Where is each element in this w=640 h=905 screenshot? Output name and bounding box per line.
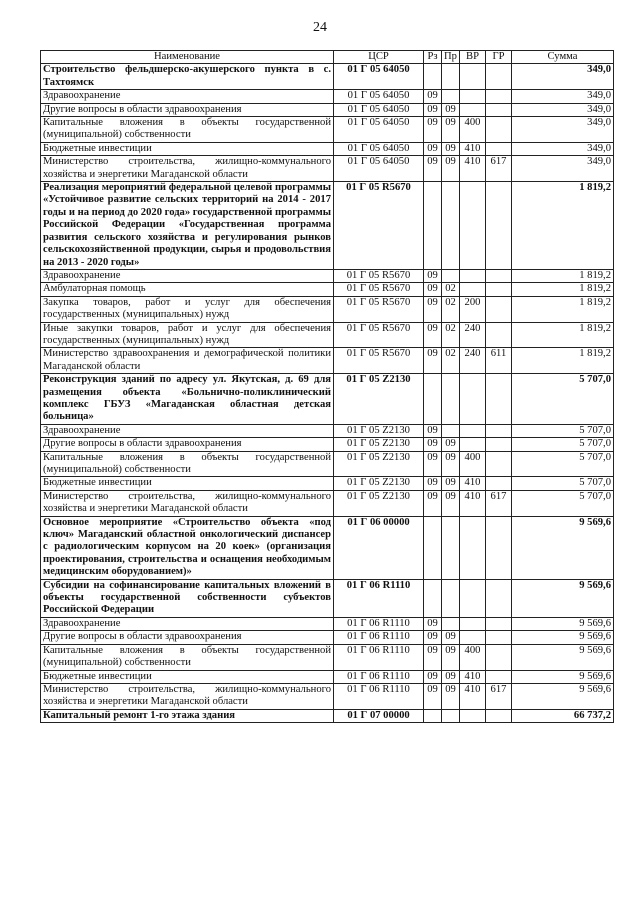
cell-gr	[486, 644, 512, 670]
cell-csr: 01 Г 06 R1110	[334, 631, 424, 644]
cell-vr: 400	[460, 451, 486, 477]
cell-vr	[460, 617, 486, 630]
cell-csr: 01 Г 07 00000	[334, 709, 424, 722]
cell-csr: 01 Г 05 64050	[334, 117, 424, 143]
cell-sum: 1 819,2	[512, 322, 614, 348]
cell-vr: 410	[460, 477, 486, 490]
cell-rz: 09	[424, 438, 442, 451]
cell-sum: 9 569,6	[512, 516, 614, 579]
cell-pr: 09	[442, 156, 460, 182]
cell-pr: 09	[442, 451, 460, 477]
cell-pr: 09	[442, 644, 460, 670]
cell-rz: 09	[424, 477, 442, 490]
cell-gr	[486, 103, 512, 116]
cell-rz: 09	[424, 117, 442, 143]
table-row	[41, 182, 614, 270]
cell-rz: 09	[424, 348, 442, 374]
cell-name: Министерство строительства, жилищно-коммунального хозяйства и энергетики Магаданской области	[41, 683, 334, 709]
cell-rz: 09	[424, 617, 442, 630]
cell-csr: 01 Г 05 R5670	[334, 269, 424, 282]
cell-rz: 09	[424, 103, 442, 116]
table-row	[41, 490, 614, 516]
cell-sum: 1 819,2	[512, 182, 614, 270]
cell-rz	[424, 64, 442, 90]
cell-rz: 09	[424, 644, 442, 670]
cell-vr	[460, 182, 486, 270]
cell-sum: 1 819,2	[512, 296, 614, 322]
cell-sum: 9 569,6	[512, 683, 614, 709]
cell-name: Здравоохранение	[41, 269, 334, 282]
table-row	[41, 296, 614, 322]
cell-csr: 01 Г 05 64050	[334, 156, 424, 182]
cell-rz: 09	[424, 269, 442, 282]
cell-sum: 1 819,2	[512, 348, 614, 374]
cell-gr	[486, 374, 512, 425]
cell-csr: 01 Г 06 R1110	[334, 683, 424, 709]
cell-pr	[442, 516, 460, 579]
cell-vr	[460, 90, 486, 103]
cell-sum: 5 707,0	[512, 424, 614, 437]
cell-sum: 5 707,0	[512, 451, 614, 477]
cell-rz: 09	[424, 322, 442, 348]
cell-csr: 01 Г 06 R1110	[334, 644, 424, 670]
header-rz: Рз	[424, 51, 442, 64]
cell-vr: 410	[460, 670, 486, 683]
cell-rz: 09	[424, 490, 442, 516]
table-row	[41, 709, 614, 722]
cell-vr	[460, 64, 486, 90]
table-row	[41, 90, 614, 103]
table-row	[41, 683, 614, 709]
table-row	[41, 424, 614, 437]
cell-gr	[486, 670, 512, 683]
cell-name: Бюджетные инвестиции	[41, 670, 334, 683]
cell-pr	[442, 374, 460, 425]
cell-sum: 66 737,2	[512, 709, 614, 722]
cell-vr	[460, 516, 486, 579]
cell-gr	[486, 438, 512, 451]
cell-gr	[486, 117, 512, 143]
cell-csr: 01 Г 05 R5670	[334, 182, 424, 270]
cell-sum: 349,0	[512, 64, 614, 90]
cell-csr: 01 Г 06 R1110	[334, 670, 424, 683]
table-row	[41, 579, 614, 617]
cell-rz	[424, 182, 442, 270]
cell-name: Субсидии на софинансирование капитальных вложений в объекты государственной собственности субъектов Российской Федерации	[41, 579, 334, 617]
cell-gr: 611	[486, 348, 512, 374]
cell-vr: 410	[460, 156, 486, 182]
cell-pr: 02	[442, 322, 460, 348]
cell-name: Бюджетные инвестиции	[41, 142, 334, 155]
header-gr: ГР	[486, 51, 512, 64]
table-row	[41, 477, 614, 490]
cell-rz: 09	[424, 683, 442, 709]
table-header-row	[41, 51, 614, 64]
header-vr: ВР	[460, 51, 486, 64]
cell-pr	[442, 424, 460, 437]
cell-sum: 5 707,0	[512, 438, 614, 451]
header-name: Наименование	[41, 51, 334, 64]
cell-pr	[442, 709, 460, 722]
cell-rz	[424, 374, 442, 425]
table-row	[41, 142, 614, 155]
cell-csr: 01 Г 05 64050	[334, 90, 424, 103]
cell-pr: 09	[442, 683, 460, 709]
cell-gr	[486, 142, 512, 155]
cell-sum: 5 707,0	[512, 477, 614, 490]
cell-sum: 349,0	[512, 90, 614, 103]
cell-csr: 01 Г 05 R5670	[334, 296, 424, 322]
cell-name: Капитальный ремонт 1-го этажа здания	[41, 709, 334, 722]
cell-name: Иные закупки товаров, работ и услуг для обеспечения государственных (муниципальных) нужд	[41, 322, 334, 348]
cell-name: Здравоохранение	[41, 90, 334, 103]
cell-vr	[460, 631, 486, 644]
cell-pr	[442, 269, 460, 282]
cell-gr	[486, 617, 512, 630]
cell-pr: 09	[442, 142, 460, 155]
cell-vr	[460, 424, 486, 437]
cell-pr	[442, 90, 460, 103]
cell-csr: 01 Г 05 Z2130	[334, 451, 424, 477]
cell-pr	[442, 182, 460, 270]
cell-vr	[460, 103, 486, 116]
cell-gr: 617	[486, 683, 512, 709]
cell-csr: 01 Г 05 64050	[334, 142, 424, 155]
cell-pr: 02	[442, 296, 460, 322]
cell-sum: 5 707,0	[512, 490, 614, 516]
cell-csr: 01 Г 05 R5670	[334, 283, 424, 296]
cell-csr: 01 Г 05 64050	[334, 103, 424, 116]
cell-name: Капитальные вложения в объекты государственной (муниципальной) собственности	[41, 644, 334, 670]
cell-vr	[460, 438, 486, 451]
cell-name: Здравоохранение	[41, 424, 334, 437]
cell-rz: 09	[424, 631, 442, 644]
cell-pr	[442, 579, 460, 617]
cell-gr	[486, 64, 512, 90]
cell-name: Министерство строительства, жилищно-коммунального хозяйства и энергетики Магаданской области	[41, 490, 334, 516]
cell-gr	[486, 516, 512, 579]
cell-sum: 9 569,6	[512, 617, 614, 630]
header-csr: ЦСР	[334, 51, 424, 64]
cell-sum: 9 569,6	[512, 579, 614, 617]
cell-vr	[460, 709, 486, 722]
cell-sum: 1 819,2	[512, 269, 614, 282]
table-row	[41, 451, 614, 477]
cell-rz: 09	[424, 142, 442, 155]
cell-rz: 09	[424, 451, 442, 477]
cell-vr: 410	[460, 490, 486, 516]
cell-sum: 9 569,6	[512, 631, 614, 644]
cell-sum: 9 569,6	[512, 644, 614, 670]
cell-gr	[486, 322, 512, 348]
cell-name: Реконструкция зданий по адресу ул. Якутская, д. 69 для размещения объекта «Больнично-поликлинический комплекс ГБУЗ «Магаданская областная детская больница»	[41, 374, 334, 425]
cell-csr: 01 Г 06 R1110	[334, 617, 424, 630]
cell-pr: 02	[442, 283, 460, 296]
cell-vr: 410	[460, 142, 486, 155]
cell-name: Закупка товаров, работ и услуг для обеспечения государственных (муниципальных) нужд	[41, 296, 334, 322]
cell-pr: 09	[442, 117, 460, 143]
cell-csr: 01 Г 05 64050	[334, 64, 424, 90]
header-sum: Сумма	[512, 51, 614, 64]
cell-sum: 349,0	[512, 103, 614, 116]
cell-pr: 02	[442, 348, 460, 374]
cell-pr: 09	[442, 490, 460, 516]
cell-csr: 01 Г 05 R5670	[334, 348, 424, 374]
cell-rz: 09	[424, 424, 442, 437]
table-row	[41, 283, 614, 296]
cell-vr	[460, 579, 486, 617]
cell-pr: 09	[442, 670, 460, 683]
table-row	[41, 617, 614, 630]
cell-vr: 200	[460, 296, 486, 322]
cell-sum: 349,0	[512, 117, 614, 143]
cell-csr: 01 Г 05 Z2130	[334, 438, 424, 451]
cell-pr: 09	[442, 631, 460, 644]
cell-name: Здравоохранение	[41, 617, 334, 630]
table-row	[41, 438, 614, 451]
cell-sum: 1 819,2	[512, 283, 614, 296]
cell-name: Основное мероприятие «Строительство объекта «под ключ» Магаданский областной онкологический диспансер с радиологическим корпусом на 20 коек» (организация проектирования, строительства и оснащения необходимым медицинским оборудованием)»	[41, 516, 334, 579]
budget-table	[40, 50, 614, 723]
cell-gr	[486, 296, 512, 322]
table-row	[41, 269, 614, 282]
cell-vr: 240	[460, 322, 486, 348]
cell-gr	[486, 709, 512, 722]
table-row	[41, 103, 614, 116]
cell-rz: 09	[424, 670, 442, 683]
table-row	[41, 64, 614, 90]
table-row	[41, 322, 614, 348]
table-body	[41, 64, 614, 723]
table-row	[41, 644, 614, 670]
cell-csr: 01 Г 05 Z2130	[334, 424, 424, 437]
cell-name: Другие вопросы в области здравоохранения	[41, 438, 334, 451]
table-row	[41, 374, 614, 425]
cell-sum: 349,0	[512, 156, 614, 182]
cell-gr	[486, 269, 512, 282]
cell-pr	[442, 64, 460, 90]
cell-csr: 01 Г 06 00000	[334, 516, 424, 579]
cell-name: Реализация мероприятий федеральной целевой программы «Устойчивое развитие сельских территорий на 2014 - 2017 годы и на период до 2020 года» государственной программы Российской Федерации «Государственная программа развития сельского хозяйства и регулирования рынков сельскохозяйственной продукции, сырья и продовольствия на 2013 - 2020 годы»	[41, 182, 334, 270]
cell-sum: 9 569,6	[512, 670, 614, 683]
cell-csr: 01 Г 06 R1110	[334, 579, 424, 617]
cell-csr: 01 Г 05 Z2130	[334, 490, 424, 516]
table-row	[41, 516, 614, 579]
cell-vr	[460, 283, 486, 296]
header-pr: Пр	[442, 51, 460, 64]
cell-pr: 09	[442, 438, 460, 451]
cell-name: Министерство строительства, жилищно-коммунального хозяйства и энергетики Магаданской области	[41, 156, 334, 182]
cell-pr	[442, 617, 460, 630]
cell-rz	[424, 579, 442, 617]
cell-rz	[424, 709, 442, 722]
cell-gr	[486, 424, 512, 437]
cell-gr	[486, 451, 512, 477]
cell-vr: 400	[460, 117, 486, 143]
cell-gr	[486, 579, 512, 617]
cell-csr: 01 Г 05 R5670	[334, 322, 424, 348]
cell-vr	[460, 374, 486, 425]
cell-gr: 617	[486, 156, 512, 182]
table-row	[41, 117, 614, 143]
cell-csr: 01 Г 05 Z2130	[334, 374, 424, 425]
cell-rz: 09	[424, 296, 442, 322]
cell-vr: 400	[460, 644, 486, 670]
page-number: 24	[313, 20, 327, 35]
cell-gr	[486, 90, 512, 103]
cell-rz: 09	[424, 90, 442, 103]
cell-name: Строительство фельдшерско-акушерского пункта в с. Тахтоямск	[41, 64, 334, 90]
cell-name: Капитальные вложения в объекты государственной (муниципальной) собственности	[41, 117, 334, 143]
cell-csr: 01 Г 05 Z2130	[334, 477, 424, 490]
table-row	[41, 156, 614, 182]
cell-name: Министерство здравоохранения и демографической политики Магаданской области	[41, 348, 334, 374]
cell-name: Амбулаторная помощь	[41, 283, 334, 296]
table-row	[41, 631, 614, 644]
table-row	[41, 670, 614, 683]
cell-vr: 240	[460, 348, 486, 374]
cell-rz: 09	[424, 156, 442, 182]
cell-vr: 410	[460, 683, 486, 709]
cell-vr	[460, 269, 486, 282]
cell-name: Другие вопросы в области здравоохранения	[41, 103, 334, 116]
cell-name: Другие вопросы в области здравоохранения	[41, 631, 334, 644]
cell-gr	[486, 283, 512, 296]
cell-pr: 09	[442, 103, 460, 116]
cell-gr	[486, 477, 512, 490]
table-row	[41, 348, 614, 374]
cell-sum: 5 707,0	[512, 374, 614, 425]
cell-name: Капитальные вложения в объекты государственной (муниципальной) собственности	[41, 451, 334, 477]
cell-rz: 09	[424, 283, 442, 296]
cell-sum: 349,0	[512, 142, 614, 155]
cell-gr: 617	[486, 490, 512, 516]
cell-name: Бюджетные инвестиции	[41, 477, 334, 490]
cell-gr	[486, 182, 512, 270]
cell-gr	[486, 631, 512, 644]
cell-rz	[424, 516, 442, 579]
cell-pr: 09	[442, 477, 460, 490]
